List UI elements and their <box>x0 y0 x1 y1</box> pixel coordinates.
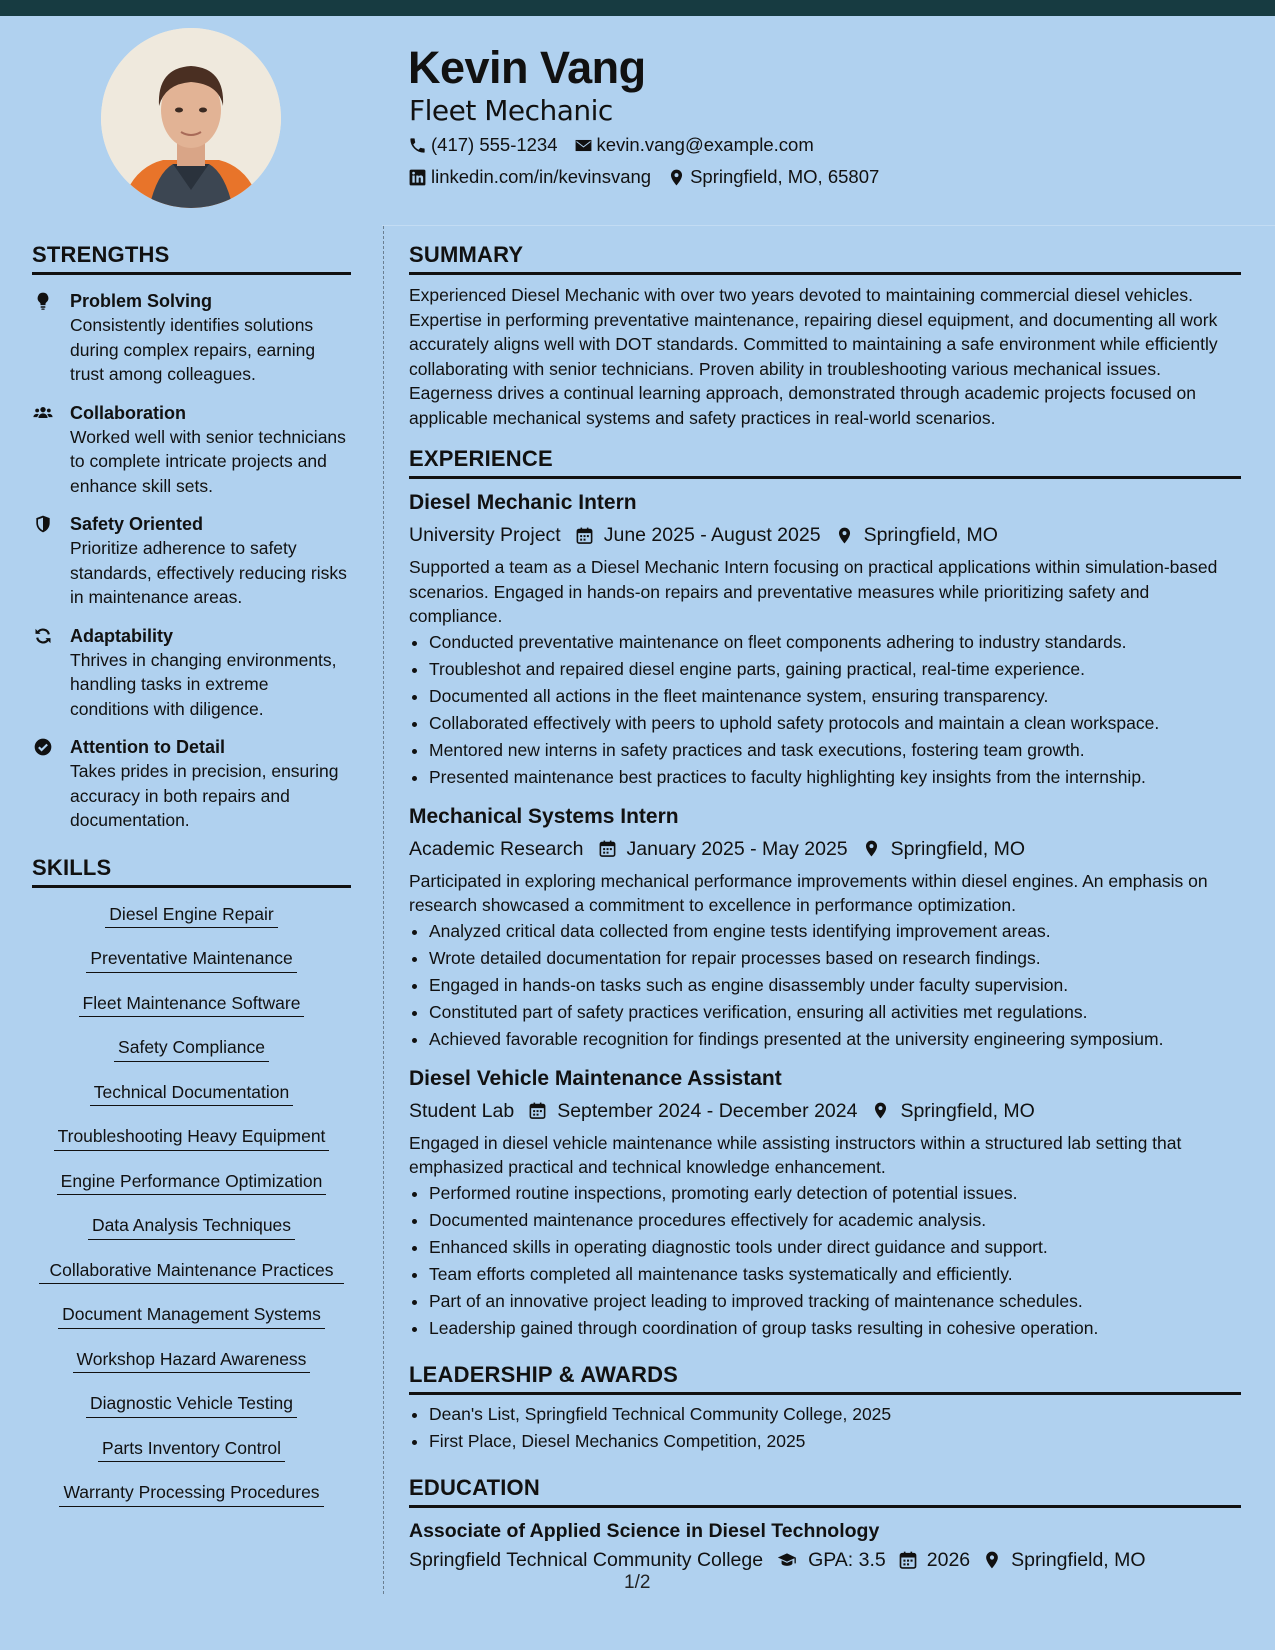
job-desc: Supported a team as a Diesel Mechanic Intern focusing on practical applications within simulation-based scenarios. Engaged in hands-on repairs and preventative measures while prioritizing safety and compliance. <box>409 557 1218 626</box>
job-location: Springfield, MO <box>890 837 1026 860</box>
awards-heading: LEADERSHIP & AWARDS <box>409 1362 1241 1395</box>
job-bullet: • Documented maintenance procedures effectively for academic analysis. <box>429 1207 1241 1234</box>
summary-text: Experienced Diesel Mechanic with over two years devoted to maintaining commercial diesel vehicles. Expertise in performing preventative maintenance, repairing diesel equipment, and documenting all work accurately aligns well with DOT standards. Committed to maintaining a safe environment while efficiently collaborating with senior technicians. Proven ability in troubleshooting various mechanical issues. Eagerness drives a continual learning approach, demonstrated through academic projects focused on applicable mechanical systems and safety practices in real-world scenarios. <box>409 285 1218 428</box>
strength-title: Collaboration <box>70 402 186 423</box>
top-bar <box>0 0 1275 16</box>
experience-heading: EXPERIENCE <box>409 446 1241 479</box>
job-bullets <box>429 918 1241 1053</box>
education-year: 2026 <box>926 1548 971 1571</box>
job-bullet: • Wrote detailed documentation for repair processes based on research findings. <box>429 945 1241 972</box>
education-degree: Associate of Applied Science in Diesel Technology <box>409 1519 880 1542</box>
award-item: • Dean's List, Springfield Technical Community College, 2025 <box>429 1401 1241 1428</box>
left-column <box>32 242 351 1525</box>
skill-item: Document Management Systems <box>58 1302 325 1329</box>
job-meta <box>409 521 1241 549</box>
job-bullet: • Part of an innovative project leading to improved tracking of maintenance schedules. <box>429 1288 1241 1315</box>
page-number: 1/2 <box>624 1572 651 1593</box>
linkedin-icon <box>408 168 427 187</box>
graduation-cap-icon <box>775 1550 799 1570</box>
job-bullet: • Leadership gained through coordination of group tasks resulting in cohesive operation. <box>429 1315 1241 1342</box>
education-school: Springfield Technical Community College <box>409 1548 764 1571</box>
job-org: Academic Research <box>409 837 584 860</box>
skill-item: Warranty Processing Procedures <box>59 1480 323 1507</box>
sync-icon <box>33 626 53 646</box>
contact-row-2 <box>408 166 879 188</box>
job-bullet: • Presented maintenance best practices to faculty highlighting key insights from the internship. <box>429 764 1241 791</box>
calendar-icon <box>528 1101 547 1120</box>
map-pin-icon <box>982 1550 1002 1570</box>
job-desc: Participated in exploring mechanical performance improvements within diesel engines. An emphasis on research showcased a commitment to excellence in performance optimization. <box>409 870 1208 915</box>
job-bullet: • Team efforts completed all maintenance tasks systematically and efficiently. <box>429 1261 1241 1288</box>
summary-heading: SUMMARY <box>409 242 1241 275</box>
strength-item <box>32 401 351 499</box>
skill-item: Technical Documentation <box>90 1080 294 1107</box>
strength-desc: Prioritize adherence to safety standards, effectively reducing risks in maintenance areas. <box>70 538 347 607</box>
education-location: Springfield, MO <box>1011 1548 1146 1571</box>
phone-icon <box>408 136 427 155</box>
skill-item: Preventative Maintenance <box>86 946 296 973</box>
strength-desc: Worked well with senior technicians to complete intricate projects and enhance skill sets. <box>70 426 346 496</box>
job-title: Mechanical Systems Intern <box>409 804 679 828</box>
job-meta <box>409 1097 1241 1125</box>
skill-item: Diesel Engine Repair <box>105 902 277 929</box>
strength-item <box>32 289 351 387</box>
job-title: Diesel Mechanic Intern <box>409 491 637 514</box>
job-bullet: • Constituted part of safety practices verification, ensuring all activities met regulations. <box>429 999 1241 1026</box>
job-entry <box>409 803 1241 1053</box>
calendar-icon <box>898 1550 918 1570</box>
check-circle-icon <box>33 737 53 757</box>
skills-list <box>32 902 351 1525</box>
job-bullet: • Mentored new interns in safety practices and task executions, fostering team growth. <box>429 737 1241 764</box>
strength-item <box>32 735 351 833</box>
skill-item: Diagnostic Vehicle Testing <box>86 1391 297 1418</box>
right-column <box>409 242 1241 1574</box>
map-pin-icon <box>871 1101 890 1120</box>
skill-item: Engine Performance Optimization <box>57 1169 327 1196</box>
education-meta <box>409 1546 1241 1574</box>
job-dates: January 2025 - May 2025 <box>626 837 848 860</box>
job-meta <box>409 835 1241 863</box>
awards-list <box>429 1401 1241 1455</box>
job-org: Student Lab <box>409 1099 515 1122</box>
candidate-name: Kevin Vang <box>408 42 646 93</box>
job-bullet: • Conducted preventative maintenance on fleet components adhering to industry standards. <box>429 629 1241 656</box>
calendar-icon <box>575 526 594 545</box>
job-dates: September 2024 - December 2024 <box>557 1099 858 1122</box>
lightbulb-icon <box>33 291 53 311</box>
education-gpa: GPA: 3.5 <box>808 1548 886 1571</box>
job-desc: Engaged in diesel vehicle maintenance while assisting instructors within a structured lab setting that emphasized practical and technical knowledge enhancement. <box>409 1132 1182 1177</box>
strength-desc: Consistently identifies solutions during complex repairs, earning trust among colleagues. <box>70 315 316 384</box>
contact-linkedin[interactable] <box>408 166 651 188</box>
skill-item: Fleet Maintenance Software <box>79 991 305 1018</box>
header-divider <box>382 225 1275 226</box>
strengths-heading: STRENGTHS <box>32 242 351 275</box>
job-bullet: • Collaborated effectively with peers to uphold safety protocols and maintain a clean workspace. <box>429 710 1241 737</box>
job-entry <box>409 489 1241 791</box>
candidate-title: Fleet Mechanic <box>409 94 613 127</box>
strength-title: Problem Solving <box>70 291 213 311</box>
skill-item: Data Analysis Techniques <box>88 1213 295 1240</box>
job-location: Springfield, MO <box>863 524 998 546</box>
skill-item: Collaborative Maintenance Practices <box>39 1258 344 1285</box>
location-text: Springfield, MO, 65807 <box>690 166 880 187</box>
job-bullet: • Analyzed critical data collected from engine tests identifying improvement areas. <box>429 918 1241 945</box>
job-bullet: • Engaged in hands-on tasks such as engine disassembly under faculty supervision. <box>429 972 1241 999</box>
strength-desc: Takes prides in precision, ensuring accuracy in both repairs and documentation. <box>70 761 339 830</box>
skill-item: Troubleshooting Heavy Equipment <box>54 1124 330 1151</box>
contact-phone <box>408 134 558 156</box>
shield-icon <box>33 514 53 534</box>
job-org: University Project <box>409 524 561 546</box>
phone-text: (417) 555-1234 <box>431 134 558 155</box>
job-dates: June 2025 - August 2025 <box>603 524 821 546</box>
strength-title: Attention to Detail <box>70 737 225 757</box>
strength-title: Adaptability <box>70 625 174 646</box>
job-bullet: • Enhanced skills in operating diagnostic tools under direct guidance and support. <box>429 1234 1241 1261</box>
email-text[interactable]: kevin.vang@example.com <box>596 134 814 155</box>
job-bullet: • Documented all actions in the fleet maintenance system, ensuring transparency. <box>429 683 1241 710</box>
column-divider <box>383 226 384 1594</box>
skills-heading: SKILLS <box>32 855 351 888</box>
strength-title: Safety Oriented <box>70 514 204 534</box>
skill-item: Parts Inventory Control <box>98 1436 285 1463</box>
job-location: Springfield, MO <box>900 1099 1035 1122</box>
job-bullet: • Troubleshot and repaired diesel engine parts, gaining practical, real-time experience. <box>429 656 1241 683</box>
map-pin-icon <box>835 526 854 545</box>
profile-photo <box>101 28 281 208</box>
linkedin-text[interactable]: linkedin.com/in/kevinsvang <box>431 166 652 187</box>
skill-item: Safety Compliance <box>114 1035 269 1062</box>
map-pin-icon <box>862 839 881 858</box>
education-heading: EDUCATION <box>409 1475 1241 1508</box>
contact-row-1 <box>408 134 814 156</box>
job-bullet: • Achieved favorable recognition for findings presented at the university engineering symposium. <box>429 1026 1241 1053</box>
job-title: Diesel Vehicle Maintenance Assistant <box>409 1066 782 1090</box>
job-entry <box>409 1065 1241 1342</box>
job-bullets <box>429 629 1241 791</box>
job-bullet: • Performed routine inspections, promoting early detection of potential issues. <box>429 1180 1241 1207</box>
contact-email[interactable] <box>574 134 814 156</box>
skill-item: Workshop Hazard Awareness <box>73 1347 311 1374</box>
strength-item <box>32 624 351 722</box>
contact-location <box>667 166 879 188</box>
envelope-icon <box>574 136 593 155</box>
award-item: • First Place, Diesel Mechanics Competition, 2025 <box>429 1428 1241 1455</box>
map-pin-icon <box>667 168 686 187</box>
calendar-icon <box>598 839 617 858</box>
strength-item <box>32 512 351 610</box>
strength-desc: Thrives in changing environments, handling tasks in extreme conditions with diligence. <box>70 649 337 719</box>
users-icon <box>33 403 53 423</box>
job-bullets <box>429 1180 1241 1342</box>
